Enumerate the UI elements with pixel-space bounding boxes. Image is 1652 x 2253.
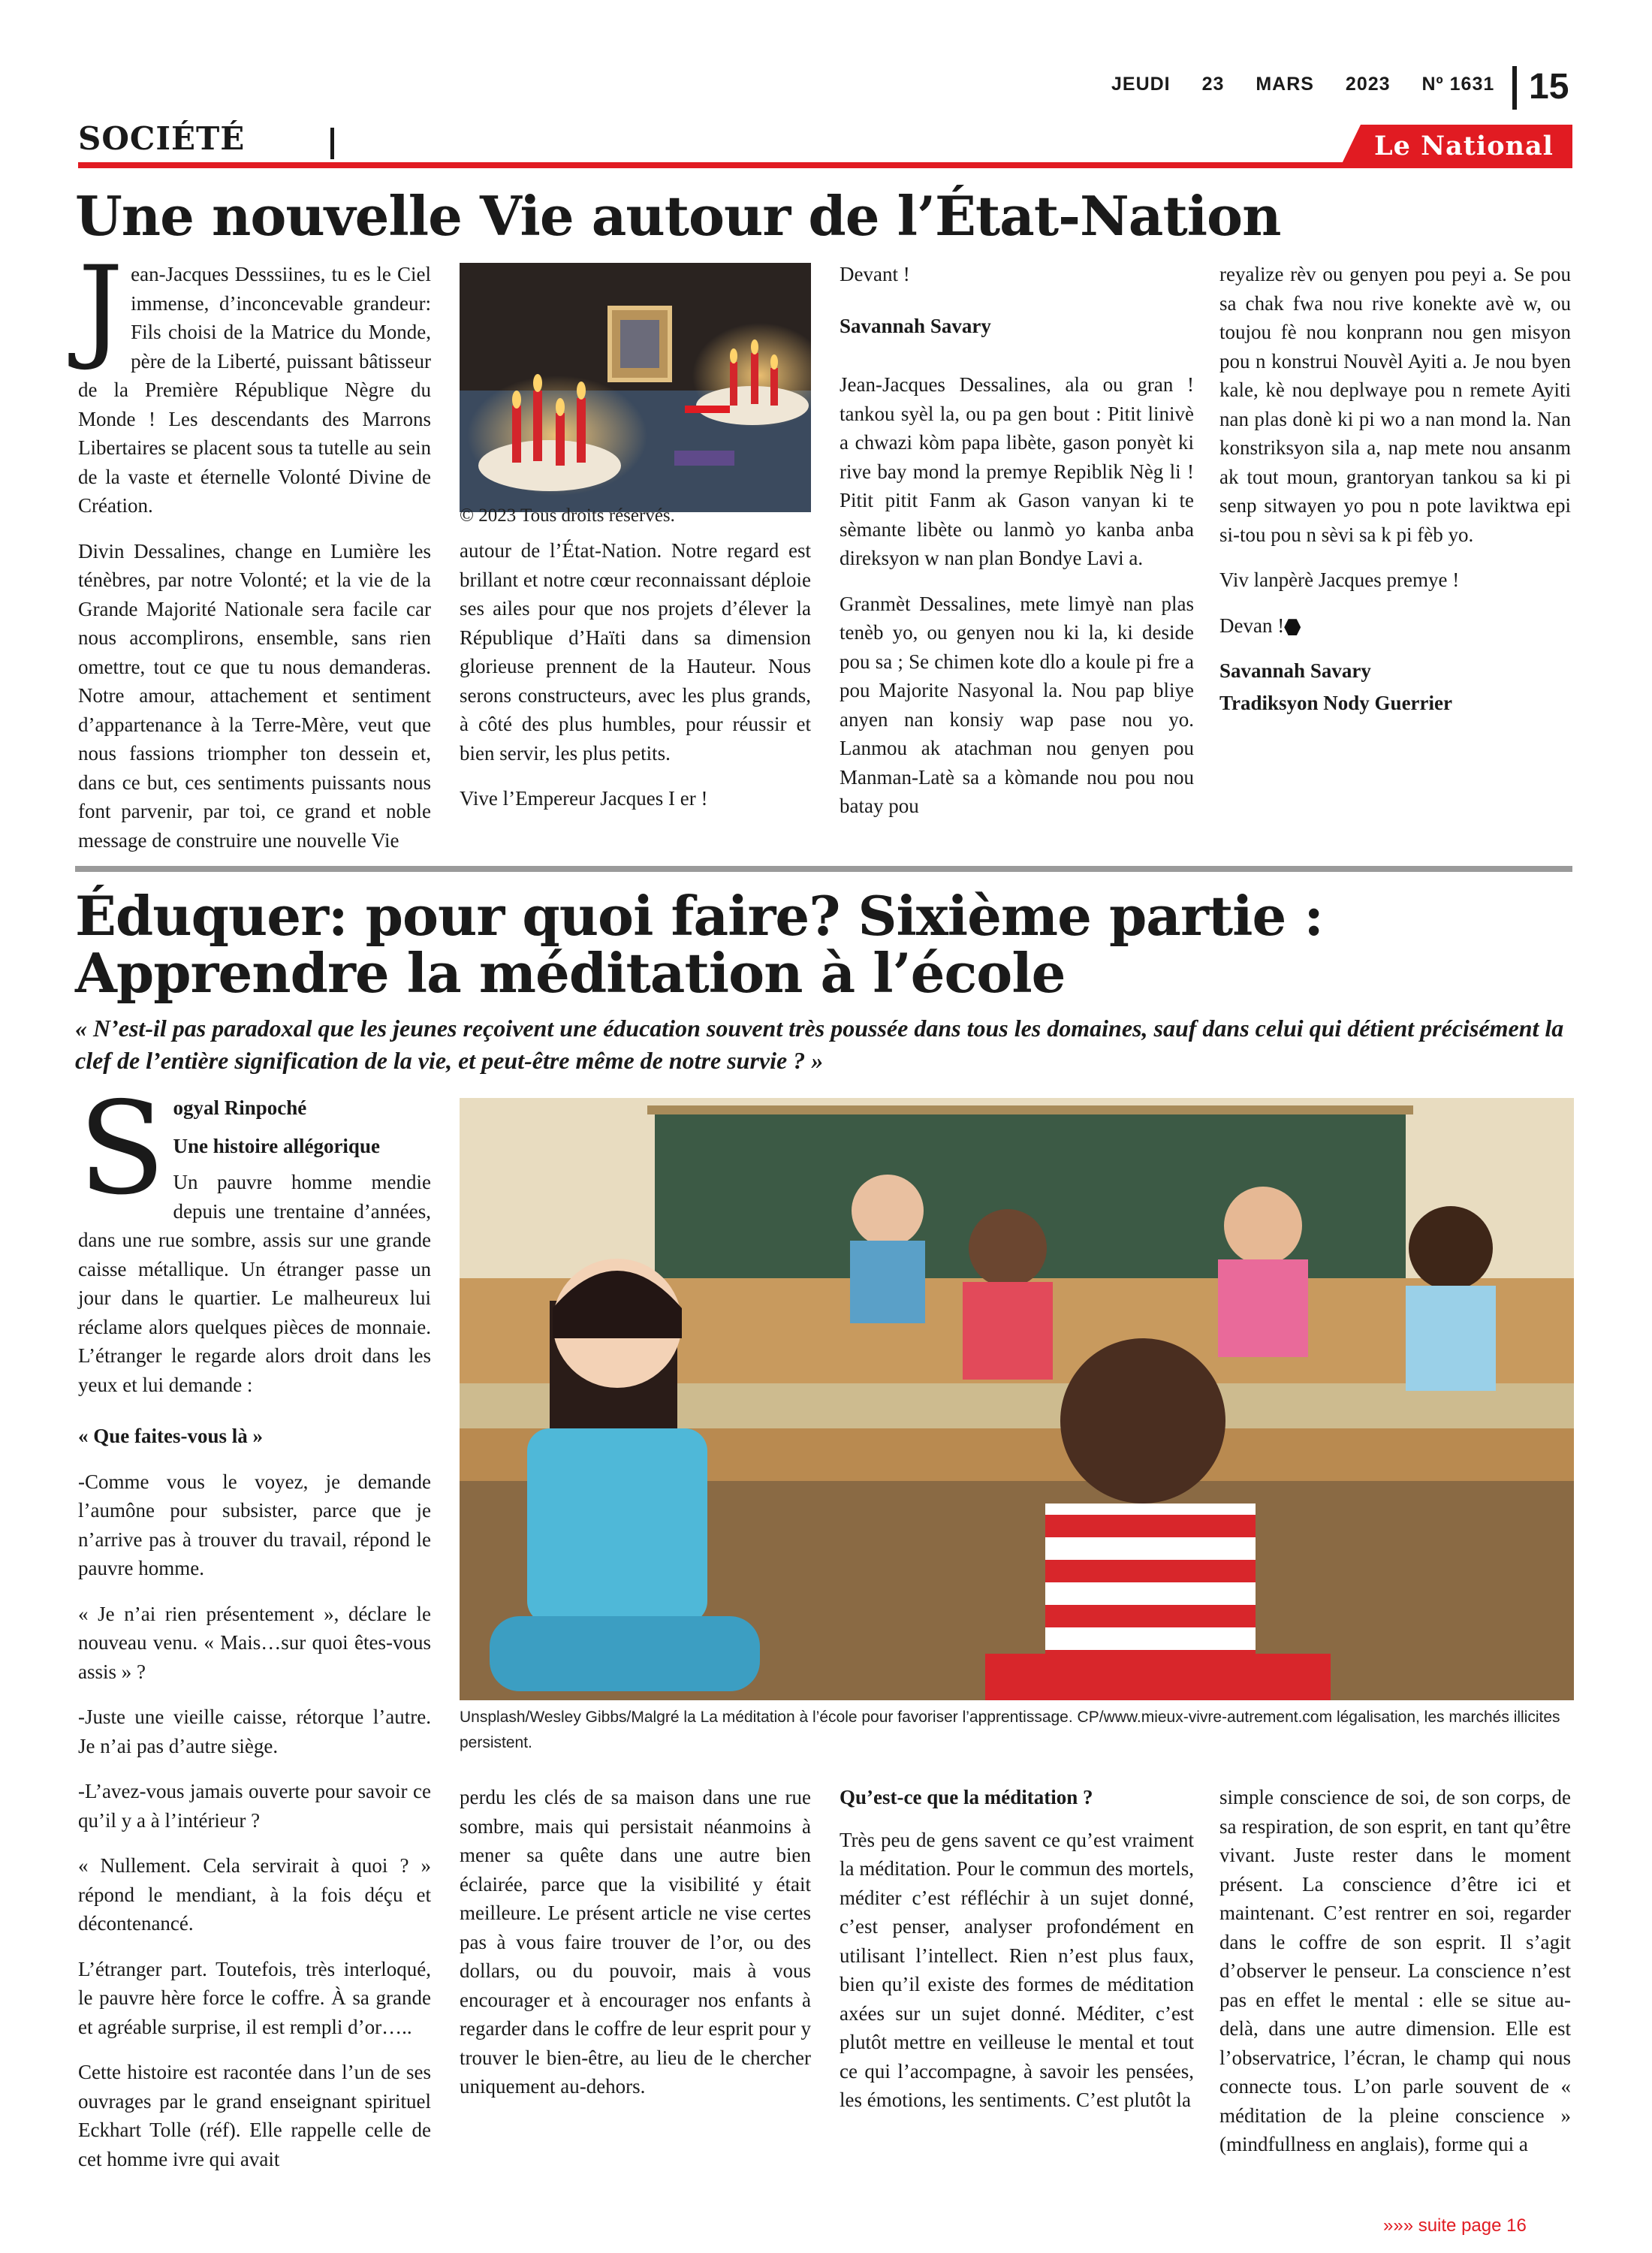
article1-col3-author: Savannah Savary xyxy=(840,314,991,337)
article1-dropcap: J xyxy=(78,243,124,373)
article1-col3-p1: Devant ! xyxy=(840,263,910,285)
meditation-classroom-photo xyxy=(460,1098,1574,1700)
issue-month: MARS xyxy=(1256,74,1314,95)
page-number: 15 xyxy=(1529,67,1569,107)
article1-col2-p1: autour de l’État-Nation. Notre regard est brillant et notre cœur reconnaissant déploie ses ailes pour que nos projets d’élever la République d’Haïti dans sa dimension glorieuse prennent de la Hauteur. Nous serons constructeurs, avec les plus grands, à côté des plus humbles, pour réussir et bien servir, les plus petits. xyxy=(460,539,811,765)
article1-column-2 xyxy=(460,536,811,830)
article1-col2-p2: Vive l’Empereur Jacques I er ! xyxy=(460,787,708,810)
article2-col3-p1: Très peu de gens savent ce qu’est vraiment la méditation. Pour le commun des mortels, méditer c’est réfléchir à un sujet donné, c’est penser, analyser profondément en utilisant l’intellect. Rien n’est plus faux, bien qu’il existe des formes de méditation axées sur un sujet donné. Méditer, c’est plutôt mettre en veilleuse le mental et tout ce qui l’accompagne, à savoir les pensées, les émotions, les sentiments. C’est plutôt la xyxy=(840,1828,1194,2111)
article1-col4-p1: reyalize rèv ou genyen pou peyi a. Se pou sa chak fwa nou rive konekte avè w, ou toujou fè nou konprann nou gen misyon pou n konstrui Nouvèl Ayiti a. Je nou byen kale, kè nou deplwaye pou n remete Ayiti nan plas donè ki pi wo a nan mond la. Nan konstriksyon sila a, nap mete nou ansanm ak tout moun, grantoryan tankou sa ki pi senp sitwayen yo pou n pote laviktwa epi si-tou pou n sèvi sa k pi fèb yo. xyxy=(1219,263,1571,546)
candles-photo xyxy=(460,263,811,512)
article2-heading: Une histoire allégorique xyxy=(173,1134,380,1157)
article2-dropcap: S xyxy=(78,1075,166,1223)
article2-photo-caption: Unsplash/Wesley Gibbs/Malgré la La méditation à l’école pour favoriser l’apprentissage. CP/www.mieux-vivre-autrement.com légalisation, les marchés illicites persistent. xyxy=(460,1709,1560,1751)
article1-col1-p1: ean-Jacques Desssiines, tu es le Ciel immense, d’inconcevable grandeur: Fils choisi de la Matrice du Monde, père de la Liberté, puissant bâtisseur de la Première République Nègre du Monde ! Les descendants des Marrons Libertaires se placent sous ta tutelle au sein de la vaste et éternelle Volonté Divine de Création. xyxy=(78,263,431,517)
article2-subtitle: « N’est-il pas paradoxal que les jeunes reçoivent une éducation souvent très poussée dans tous les domaines, sauf dans celui qui détient précisément la clef de l’entière signification de la vie, et peut-être même de notre survie ? » xyxy=(75,1015,1564,1074)
end-mark-icon xyxy=(1284,619,1301,635)
article2-col1-p6: « Nullement. Cela servirait à quoi ? » répond le mendiant, à la fois déçu et décontenancé. xyxy=(78,1854,431,1935)
article2-column-2 xyxy=(460,1783,811,2118)
article2-column-3 xyxy=(840,1783,1194,2131)
issue-meta xyxy=(1111,74,1520,95)
issue-number: Nº 1631 xyxy=(1421,74,1495,95)
article2-col1-p1: Un pauvre homme mendie depuis une trentaine d’années, dans une rue sombre, assis sur une grande caisse métallique. Un étranger passe un jour dans le quartier. Le malheureux lui réclame alors quelques pièces de monnaie. L’étranger le regarde alors droit dans les yeux et lui demande : xyxy=(78,1171,431,1396)
article2-col1-p2: -Comme vous le voyez, je demande l’aumône pour subsister, parce que je n’arrive pas à trouver du travail, répond le pauvre homme. xyxy=(78,1470,431,1579)
article2-title: Éduquer: pour quoi faire? Sixième partie : Apprendre la méditation à l’école xyxy=(75,884,1323,1005)
article1-col4-p3: Devan ! xyxy=(1219,614,1285,637)
article1-col4-p2: Viv lanpèrè Jacques premye ! xyxy=(1219,569,1460,591)
article2-col1-p3: « Je n’ai rien présentement », déclare le nouveau venu. « Mais…sur quoi êtes-vous assis » ? xyxy=(78,1602,431,1683)
article1-title: Une nouvelle Vie autour de l’État-Nation xyxy=(75,184,1281,248)
article2-col2-p1: perdu les clés de sa maison dans une rue sombre, mais qui persistait néanmoins à mener sa quête dans une autre bien éclairée, parce que la visibilité y était meilleure. Le présent article ne vise certes pas à vous faire trouver de l’or, ou des dollars, ou du pouvoir, mais à vous encourager et à encourager nos enfants à regarder dans le coffre de leur esprit pour y trouver le bien-être, au lieu de le chercher uniquement au-dehors. xyxy=(460,1786,811,2098)
article1-column-4 xyxy=(1219,260,1571,734)
brand-name: Le National xyxy=(1374,131,1554,161)
article1-column-3 xyxy=(840,260,1194,837)
article2-col1-p5: -L’avez-vous jamais ouverte pour savoir ce qu’il y a à l’intérieur ? xyxy=(78,1780,431,1832)
article1-column-1 xyxy=(78,243,431,871)
article2-col1-p4: -Juste une vieille caisse, rétorque l’autre. Je n’ai pas d’autre siège. xyxy=(78,1706,431,1757)
article1-col3-p2: Jean-Jacques Dessalines, ala ou gran ! tankou syèl la, ou pa gen bout : Pitit linivè a chwazi kòm papa libète, gason ponyèt ki rive bay mond la premye Repiblik Nèg li ! Pitit pitit Fanm ak Gason vanyan ki te sèmante libète ou lanmò yo kanba anba direksyon w nan plan Bondye Lavi a. xyxy=(840,373,1194,569)
article2-col1-p7: L’étranger part. Toutefois, très interloqué, le pauvre hère force le coffre. À sa grande et agréable surprise, il est rempli d’or….. xyxy=(78,1957,431,2038)
article1-col1-p2: Divin Dessalines, change en Lumière les ténèbres, par notre Volonté; et la vie de la Grande Majorité Nationale sera facile car nous accomplirons, ensemble, sans rien omettre, tout ce que tu nous demanderas. Notre amour, attachement et sentiment d’appartenance à la Terre-Mère, veut que nous fassions triompher ton dessein et, dans ce but, ces sentiments puissants nous font parvenir, par toi, ce grand et noble message de construire une nouvelle Vie xyxy=(78,539,431,852)
issue-day: JEUDI xyxy=(1111,74,1171,95)
article2-column-4 xyxy=(1219,1783,1571,2176)
continued-on-page-link[interactable]: »»» suite page 16 xyxy=(1383,2215,1527,2236)
issue-date: 23 xyxy=(1201,74,1225,95)
page-number-divider xyxy=(1512,66,1517,110)
issue-year: 2023 xyxy=(1345,74,1391,95)
article1-col3-p3: Granmèt Dessalines, mete limyè nan plas tenèb yo, ou genyen nou ki la, ki deside pou sa ; Se chimen kote dlo a koule pi fre a pou Majorite Nasyonal la. Nou pap bliye anyen nan konsiy wap pase nou yo. Lanmou ak atachman nou genyen pou Manman-Latè sa a kòmande nou pou nou batay pou xyxy=(840,592,1194,817)
article2-col1-p8: Cette histoire est racontée dans l’un de ses ouvrages par le grand enseignant spirituel Eckhart Tolle (réf). Elle rappelle celle de cet homme ivre qui avait xyxy=(78,2061,431,2170)
article-divider xyxy=(75,866,1572,872)
article2-col3-heading: Qu’est-ce que la méditation ? xyxy=(840,1786,1093,1808)
section-title: SOCIÉTÉ xyxy=(78,120,246,157)
article2-column-1 xyxy=(78,1075,431,2190)
article1-col4-translator: Tradiksyon Nody Guerrier xyxy=(1219,691,1452,714)
article2-heading2: « Que faites-vous là » xyxy=(78,1425,263,1447)
article2-author: ogyal Rinpoché xyxy=(173,1096,307,1119)
article1-photo-caption: © 2023 Tous droits réservés. xyxy=(460,505,675,526)
article1-col4-author: Savannah Savary xyxy=(1219,659,1371,682)
section-divider xyxy=(330,128,334,159)
article2-col4-p1: simple conscience de soi, de son corps, de sa respiration, de son esprit, en tant qu’être vivant. Juste rester dans le moment présent. La conscience d’être ici et maintenant. C’est rentrer en soi, regarder dans le coffre de son esprit. Il s’agit d’observer le penseur. La conscience n’est pas en effet le mental : elle se situe au-delà, dans une autre dimension. Elle est l’observatrice, l’écran, le champ qui nous connecte tous. L’on parle souvent de « méditation de la pleine conscience » (mindfullness en anglais), forme qui a xyxy=(1219,1786,1571,2155)
